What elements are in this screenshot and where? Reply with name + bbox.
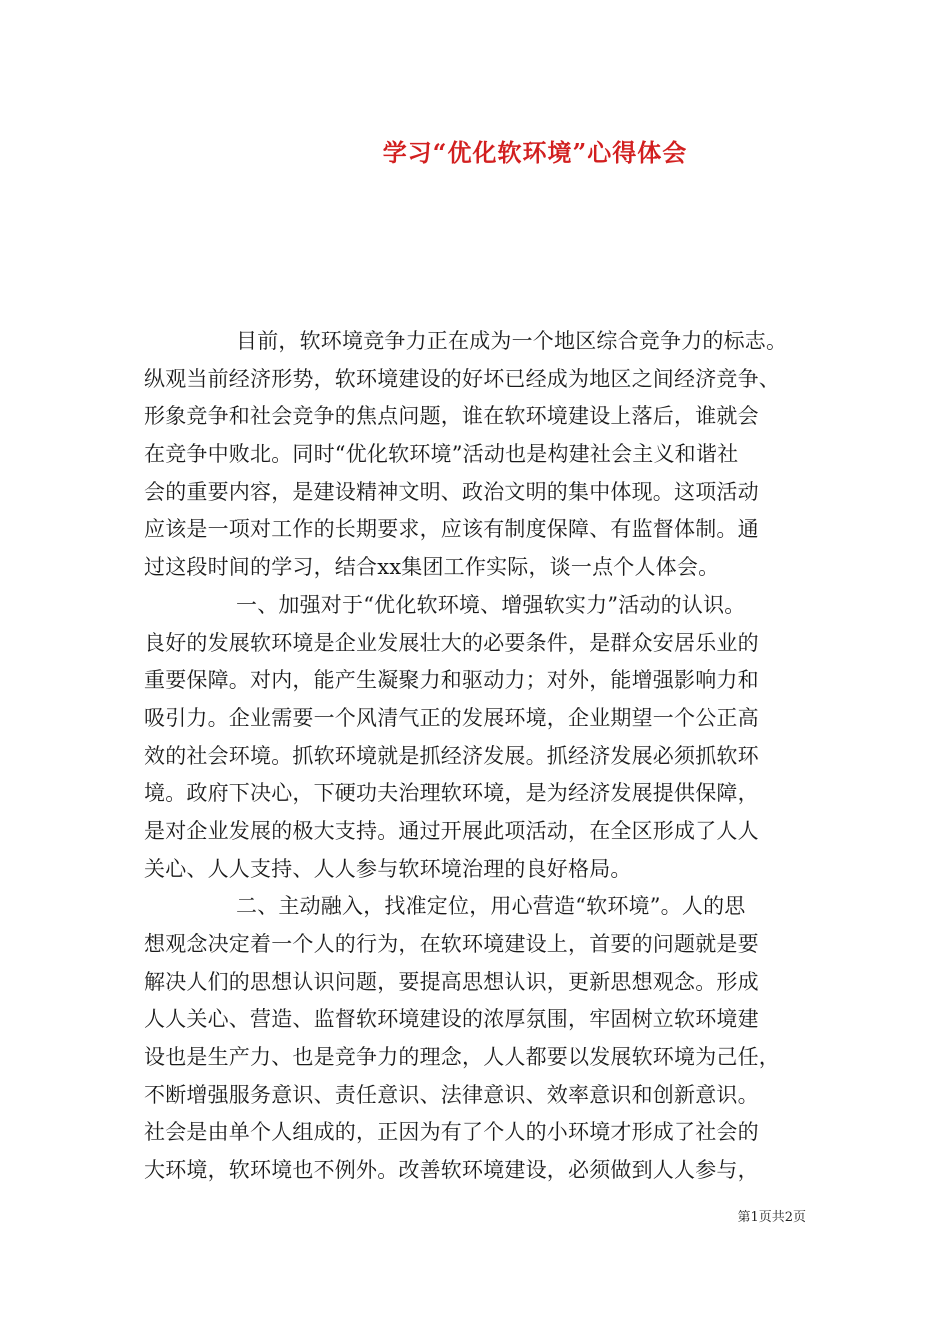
paragraph-line: 吸引力。企业需要一个风清气正的发展环境，企业期望一个公正高	[144, 705, 759, 730]
paragraph-line: 设也是生产力、也是竞争力的理念，人人都要以发展软环境为己任，	[144, 1045, 780, 1070]
paragraph-line: 会的重要内容，是建设精神文明、政治文明的集中体现。这项活动	[144, 479, 759, 504]
page-number-footer: 第1页共2页	[737, 1210, 806, 1225]
paragraph-line: 想观念决定着一个人的行为，在软环境建设上，首要的问题就是要	[144, 932, 759, 956]
paragraph-line: 纵观当前经济形势，软环境建设的好坏已经成为地区之间经济竞争、	[144, 366, 780, 391]
paragraph-line: 重要保障。对内，能产生凝聚力和驱动力；对外，能增强影响力和	[144, 668, 759, 693]
paragraph-line: 不断增强服务意识、责任意识、法律意识、效率意识和创新意识。	[144, 1082, 759, 1107]
paragraph-line: 社会是由单个人组成的，正因为有了个人的小环境才形成了社会的	[144, 1120, 759, 1145]
paragraph-line: 应该是一项对工作的长期要求，应该有制度保障、有监督体制。通	[144, 517, 759, 542]
paragraph-line: 大环境，软环境也不例外。改善软环境建设，必须做到人人参与，	[144, 1158, 759, 1183]
section-heading-line: 一、加强对于“优化软环境、增强软实力”活动的认识。	[236, 592, 746, 617]
paragraph-line: 是对企业发展的极大支持。通过开展此项活动，在全区形成了人人	[144, 818, 759, 843]
paragraph-line: 人人关心、营造、监督软环境建设的浓厚氛围，牢固树立软环境建	[144, 1007, 759, 1032]
paragraph-line: 良好的发展软环境是企业发展壮大的必要条件，是群众安居乐业的	[144, 630, 759, 655]
section-heading-line: 二、主动融入，找准定位，用心营造“软环境”。人的思	[236, 894, 746, 919]
paragraph-line: 过这段时间的学习，结合xx集团工作实际，谈一点个人体会。	[144, 555, 720, 580]
document-body	[144, 323, 816, 1190]
paragraph-line: 形象竞争和社会竞争的焦点问题，谁在软环境建设上落后，谁就会	[144, 404, 759, 429]
paragraph-line: 境。政府下决心，下硬功夫治理软环境，是为经济发展提供保障，	[144, 781, 759, 806]
paragraph-line: 关心、人人支持、人人参与软环境治理的良好格局。	[144, 856, 632, 881]
paragraph-line: 在竞争中败北。同时“优化软环境”活动也是构建社会主义和谐社	[144, 442, 739, 467]
document-title: 学习“优化软环境”心得体会	[382, 138, 688, 167]
paragraph-line: 解决人们的思想认识问题，要提高思想认识，更新思想观念。形成	[144, 969, 759, 994]
paragraph-line: 效的社会环境。抓软环境就是抓经济发展。抓经济发展必须抓软环	[144, 743, 759, 768]
paragraph-line: 目前，软环境竞争力正在成为一个地区综合竞争力的标志。	[236, 329, 788, 353]
